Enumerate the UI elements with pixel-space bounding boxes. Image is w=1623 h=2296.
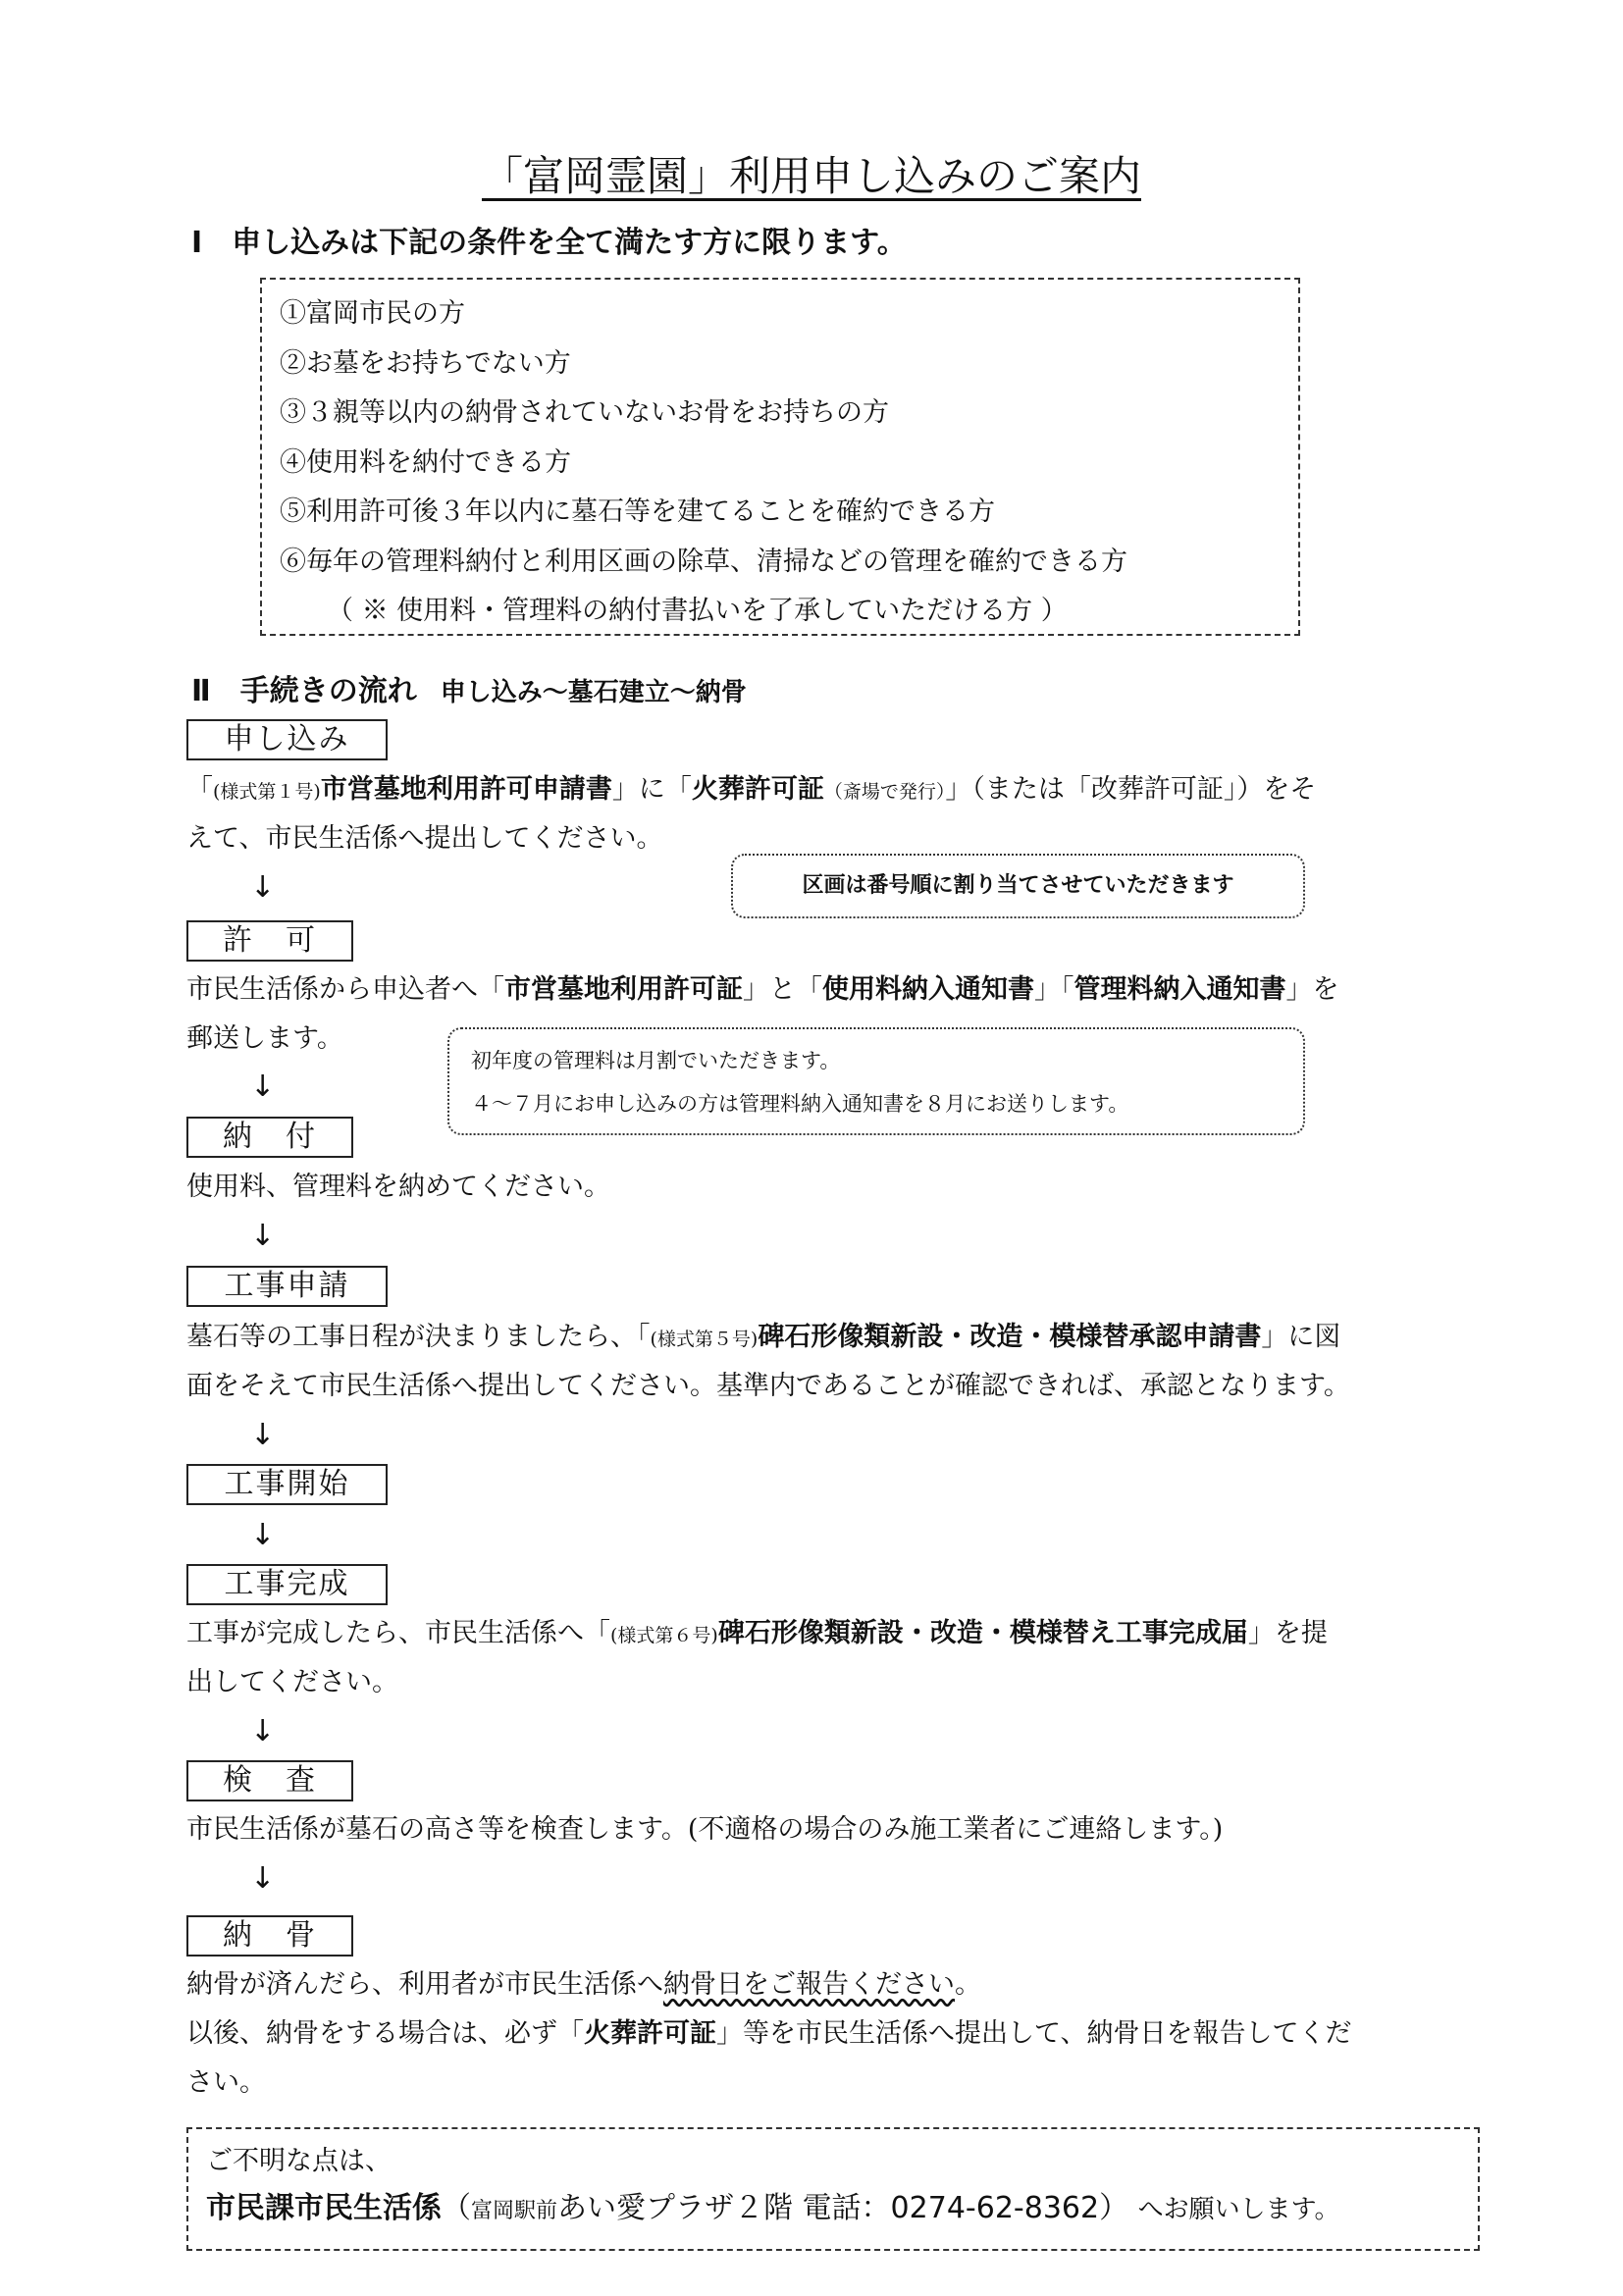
step-construction-application-label: 工事申請: [186, 1266, 388, 1307]
step-payment-text: 使用料、管理料を納めてください。: [186, 1172, 610, 1202]
step-construction-application-text-line2: 面をそえて市民生活係へ提出してください。基準内であることが確認できれば、承認となります。: [186, 1371, 1350, 1401]
flow-arrow: ↓: [250, 1861, 276, 1896]
step-application-label: 申し込み: [186, 719, 388, 760]
step-interment-text-line1: 納骨が済んだら、利用者が市民生活係へ納骨日をご報告ください。: [186, 1969, 981, 2000]
step-interment-text-line3: さい。: [186, 2067, 266, 2098]
contact-location: あい愛プラザ２階: [557, 2191, 794, 2225]
contact-department: 市民課市民生活係: [206, 2191, 442, 2225]
management-fee-callout: [447, 1027, 1305, 1135]
flow-arrow: ↓: [250, 1714, 276, 1748]
contact-intro: ご不明な点は、: [206, 2146, 392, 2176]
condition-item: ①富岡市民の方: [280, 298, 465, 329]
contact-phone: 電話：0274-62-8362: [802, 2191, 1100, 2225]
step-construction-start-label: 工事開始: [186, 1464, 388, 1505]
flow-arrow: ↓: [250, 1418, 276, 1452]
condition-item: ⑥毎年の管理料納付と利用区画の除草、清掃などの管理を確約できる方: [280, 546, 1127, 577]
step-permit-label: 許 可: [186, 920, 353, 962]
step-construction-complete-text-line2: 出してください。: [186, 1667, 398, 1697]
condition-item: ③３親等以内の納骨されていないお骨をお持ちの方: [280, 397, 889, 428]
flow-arrow: ↓: [250, 1070, 276, 1104]
step-inspection-label: 検 査: [186, 1760, 353, 1801]
step-interment-label: 納 骨: [186, 1915, 353, 1957]
step-application-text-line1: 「(様式第１号)市営墓地利用許可申請書」に「火葬許可証（斎場で発行）」（または「改葬許可証」）をそ: [186, 774, 1317, 805]
section2-subtitle: 申し込み～墓石建立～納骨: [440, 678, 747, 707]
step-permit-text-line2: 郵送します。: [186, 1023, 343, 1054]
condition-item: ⑤利用許可後３年以内に墓石等を建てることを確約できる方: [280, 496, 995, 527]
page-title: 「富岡霊園」利用申し込みのご案内: [481, 152, 1141, 200]
section2-heading: [191, 672, 747, 712]
step-payment-label: 納 付: [186, 1117, 353, 1158]
callout-line: ４～７月にお申し込みの方は管理料納入通知書を８月にお送りします。: [471, 1092, 1129, 1116]
step-application-text-line2: えて、市民生活係へ提出してください。: [186, 823, 663, 854]
step-interment-text-line2: 以後、納骨をする場合は、必ず「火葬許可証」等を市民生活係へ提出して、納骨日を報告してくだ: [186, 2018, 1352, 2049]
callout-line: 初年度の管理料は月割でいただきます。: [471, 1049, 841, 1072]
condition-note: （ ※ 使用料・管理料の納付書払いを了承していただける方 ）: [327, 596, 1068, 626]
step-construction-application-text-line1: 墓石等の工事日程が決まりましたら、「(様式第５号)碑石形像類新設・改造・模様替承認申請書」に図: [186, 1322, 1341, 1352]
section2-title: Ⅱ 手続きの流れ: [191, 674, 417, 708]
lot-assignment-callout: 区画は番号順に割り当てさせていただきます: [731, 854, 1305, 918]
step-construction-complete-text-line1: 工事が完成したら、市民生活係へ「(様式第６号)碑石形像類新設・改造・模様替え工事完成届」を提: [186, 1618, 1328, 1648]
section1-heading: Ⅰ 申し込みは下記の条件を全て満たす方に限ります。: [191, 226, 907, 260]
step-inspection-text: 市民生活係が墓石の高さ等を検査します。(不適格の場合のみ施工業者にご連絡します。): [186, 1814, 1224, 1845]
condition-item: ④使用料を納付できる方: [280, 446, 571, 478]
contact-box: [186, 2127, 1480, 2251]
flow-arrow: ↓: [250, 1219, 276, 1253]
step-construction-complete-label: 工事完成: [186, 1564, 388, 1605]
flow-arrow: ↓: [250, 1518, 276, 1552]
condition-item: ②お墓をお持ちでない方: [280, 347, 571, 379]
contact-details: 市民課市民生活係（富岡駅前あい愛プラザ２階 電話：0274-62-8362） へお願いします。: [206, 2191, 1340, 2225]
step-permit-text-line1: 市民生活係から申込者へ「市営墓地利用許可証」と「使用料納入通知書」「管理料納入通知書」を: [186, 974, 1339, 1005]
flow-arrow: ↓: [250, 870, 276, 905]
conditions-box: [260, 278, 1300, 636]
